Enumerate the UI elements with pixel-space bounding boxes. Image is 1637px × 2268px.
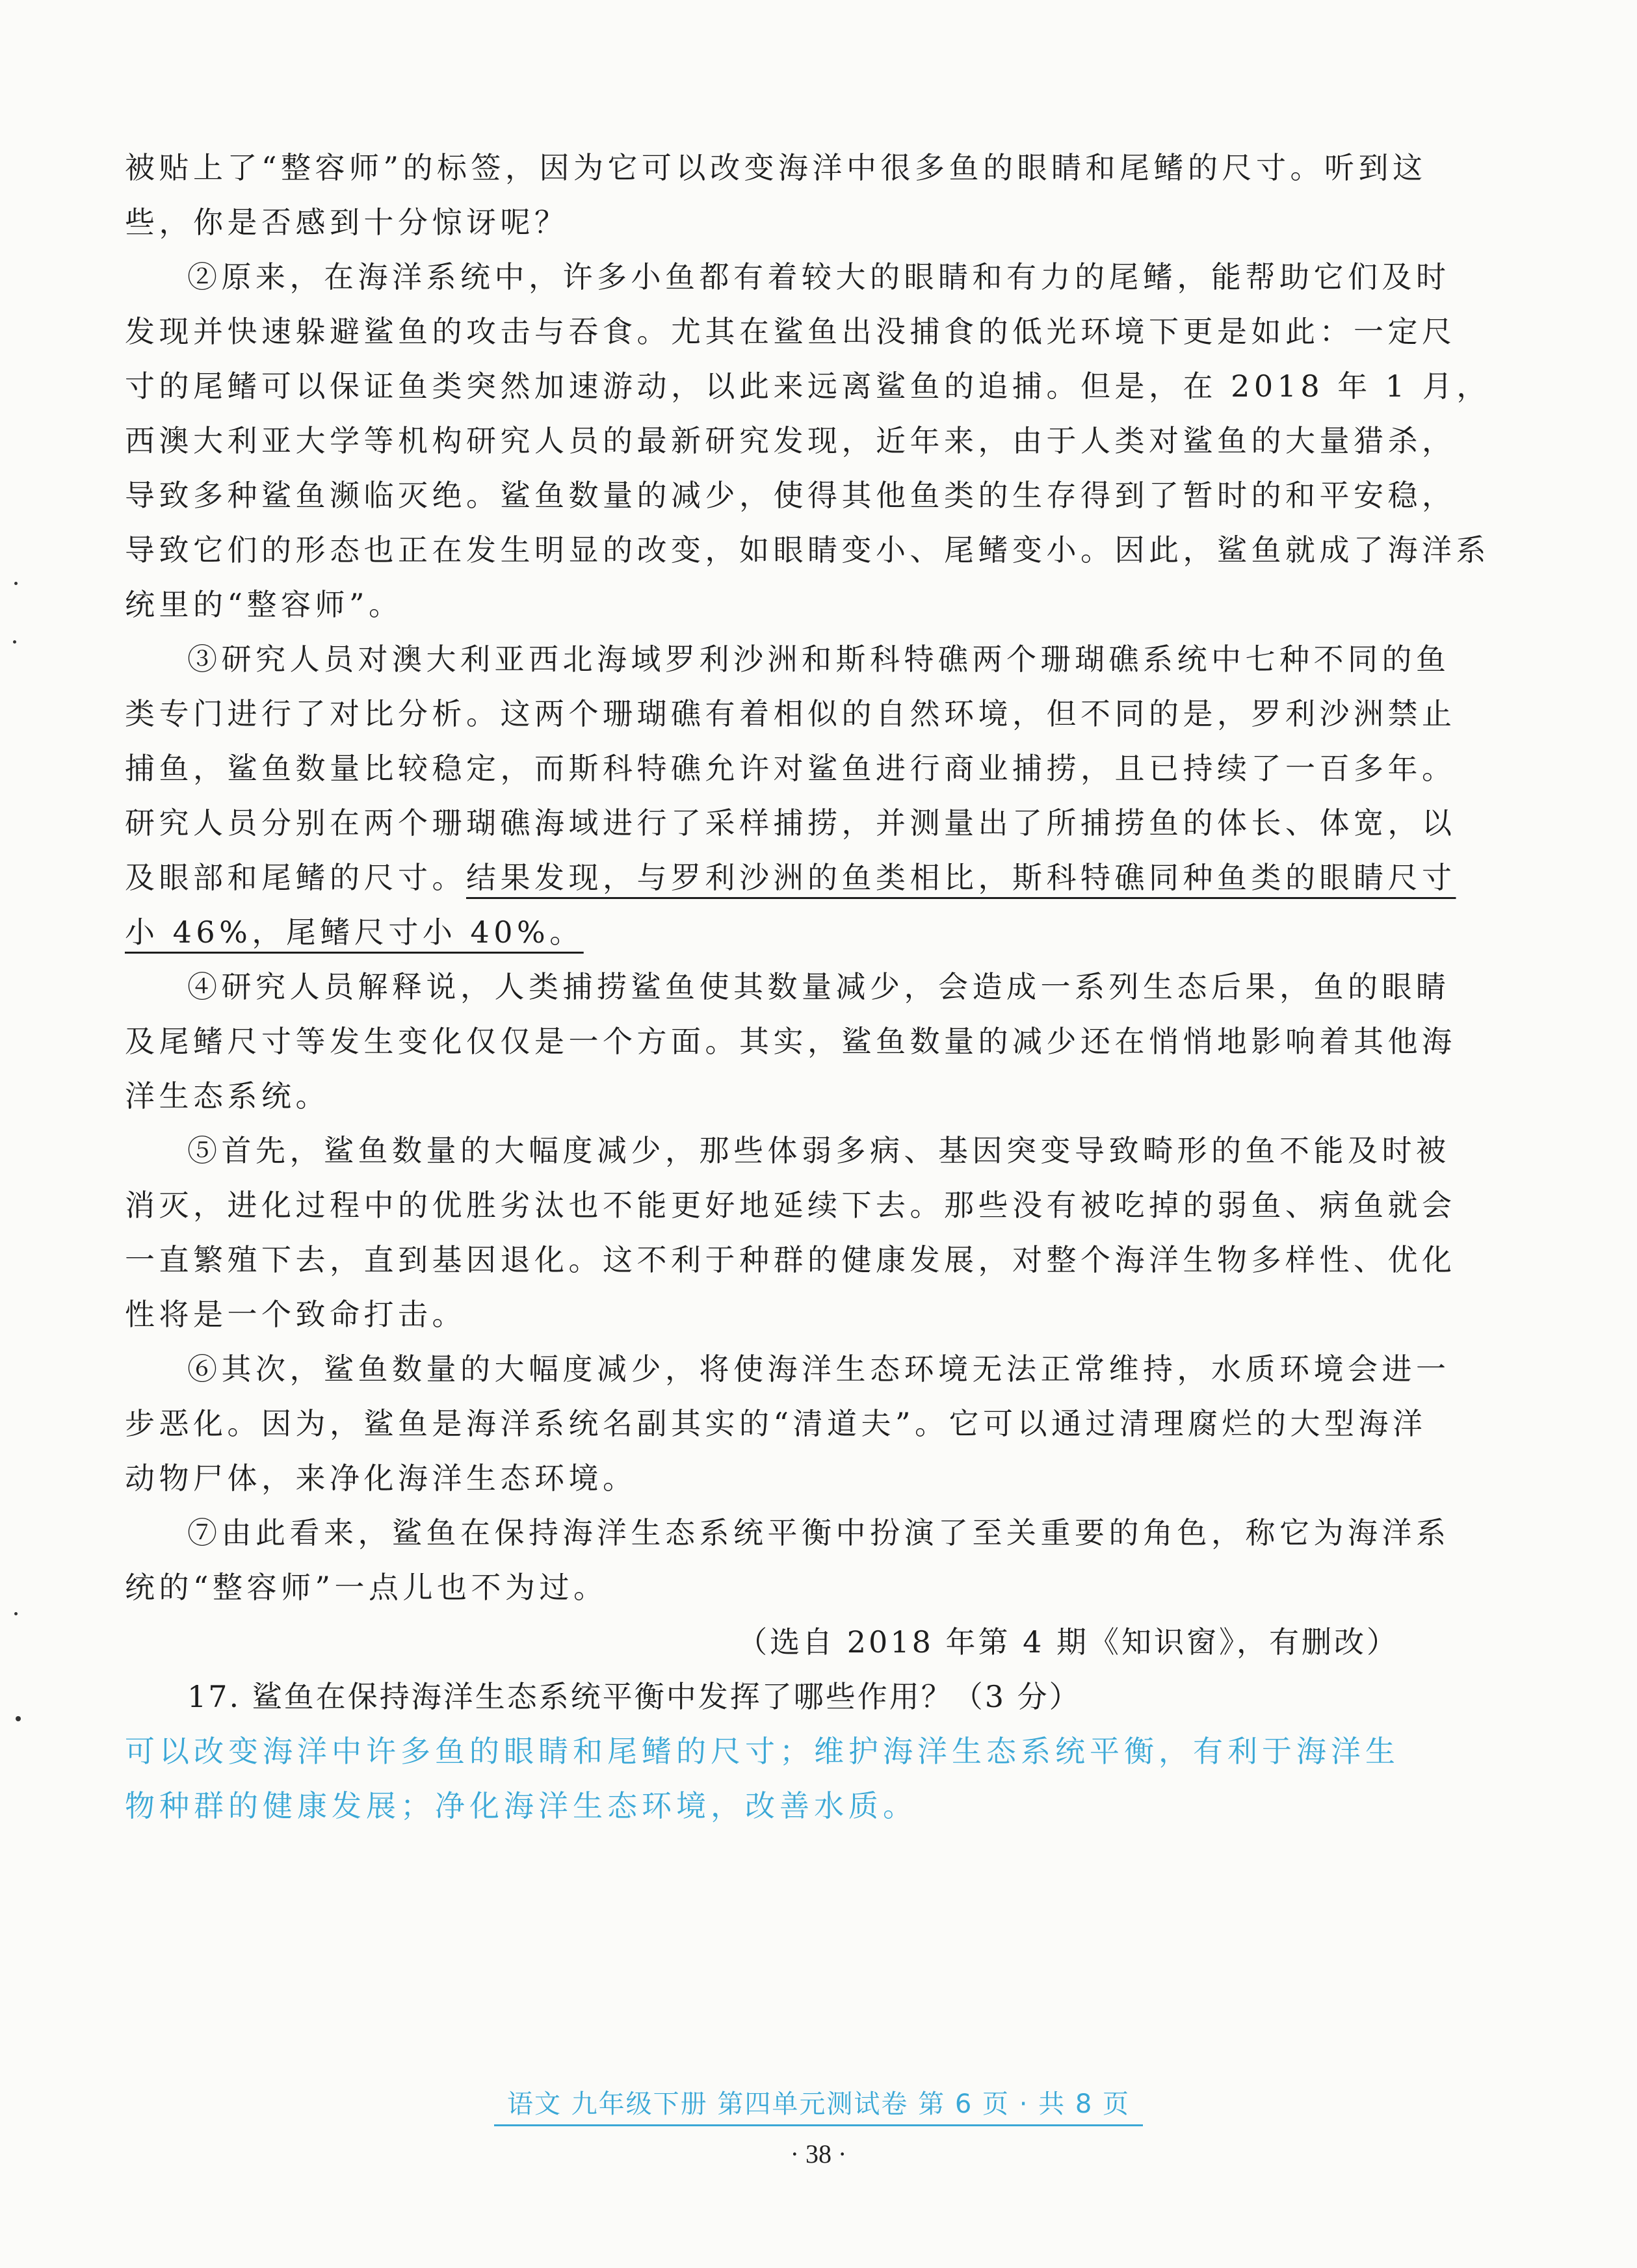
passage-line: 类专门进行了对比分析。这两个珊瑚礁有着相似的自然环境，但不同的是，罗利沙洲禁止: [125, 696, 1456, 731]
handwritten-answer-line: 可以改变海洋中许多鱼的眼睛和尾鳍的尺寸；维护海洋生态系统平衡，有利于海洋生: [125, 1734, 1400, 1769]
paragraph-6-line: ⑥其次，鲨鱼数量的大幅度减少，将使海洋生态环境无法正常维持，水质环境会进一: [187, 1351, 1450, 1387]
passage-line: 寸的尾鳍可以保证鱼类突然加速游动，以此来远离鲨鱼的追捕。但是，在 2018 年 1 月，: [125, 369, 1491, 404]
passage-line: 性将是一个致命打击。: [125, 1297, 466, 1332]
passage-line: 被贴上了“整容师”的标签，因为它可以改变海洋中很多鱼的眼睛和尾鳍的尺寸。听到这: [125, 150, 1427, 185]
margin-mark: [16, 1716, 21, 1721]
passage-line: 捕鱼，鲨鱼数量比较稳定，而斯科特礁允许对鲨鱼进行商业捕捞，且已持续了一百多年。: [125, 751, 1456, 786]
source-citation: （选自 2018 年第 4 期《知识窗》，有删改）: [737, 1624, 1399, 1660]
page-number: · 38 ·: [790, 2139, 847, 2169]
passage-text: 及眼部和尾鳍的尺寸。: [125, 860, 466, 895]
paragraph-5-line: ⑤首先，鲨鱼数量的大幅度减少，那些体弱多病、基因突变导致畸形的鱼不能及时被: [187, 1133, 1450, 1168]
passage-line: 导致它们的形态也正在发生明显的改变，如眼睛变小、尾鳍变小。因此，鲨鱼就成了海洋系: [125, 532, 1490, 567]
handwritten-answer-line: 物种群的健康发展；净化海洋生态环境，改善水质。: [125, 1788, 917, 1823]
passage-line: 导致多种鲨鱼濒临灭绝。鲨鱼数量的减少，使得其他鱼类的生存得到了暂时的和平安稳，: [125, 478, 1456, 513]
question-17: 17. 鲨鱼在保持海洋生态系统平衡中发挥了哪些作用？（3 分）: [187, 1679, 1081, 1714]
paragraph-7-line: ⑦由此看来，鲨鱼在保持海洋生态系统平衡中扮演了至关重要的角色，称它为海洋系: [187, 1515, 1450, 1550]
passage-line: 消灭，进化过程中的优胜劣汰也不能更好地延续下去。那些没有被吃掉的弱鱼、病鱼就会: [125, 1188, 1456, 1223]
passage-line: [125, 850, 1456, 905]
passage-line: [125, 905, 1406, 959]
passage-line: 统里的“整容师”。: [125, 587, 403, 622]
passage-line: 洋生态系统。: [125, 1078, 330, 1114]
paragraph-2-line: ②原来，在海洋系统中，许多小鱼都有着较大的眼睛和有力的尾鳍，能帮助它们及时: [187, 259, 1450, 294]
passage-line: 研究人员分别在两个珊瑚礁海域进行了采样捕捞，并测量出了所捕捞鱼的体长、体宽，以: [125, 805, 1456, 841]
passage-line: 步恶化。因为，鲨鱼是海洋系统名副其实的“清道夫”。它可以通过清理腐烂的大型海洋: [125, 1406, 1427, 1441]
passage-line: 动物尸体，来净化海洋生态环境。: [125, 1461, 637, 1496]
footer-info: [0, 2083, 1637, 2126]
underlined-sentence: 结果发现，与罗利沙洲的鱼类相比，斯科特礁同种鱼类的眼睛尺寸: [466, 860, 1456, 895]
passage-line: 统的“整容师”一点儿也不为过。: [125, 1570, 608, 1605]
margin-mark: [14, 582, 18, 585]
passage-line: 发现并快速躲避鲨鱼的攻击与吞食。尤其在鲨鱼出没捕食的低光环境下更是如此：一定尺: [125, 314, 1456, 349]
passage-line: 及尾鳍尺寸等发生变化仅仅是一个方面。其实，鲨鱼数量的减少还在悄悄地影响着其他海: [125, 1024, 1456, 1059]
margin-mark: [14, 1612, 18, 1615]
underlined-sentence-end: 小 46%，尾鳍尺寸小 40%。: [125, 915, 584, 950]
paragraph-4-line: ④研究人员解释说，人类捕捞鲨鱼使其数量减少，会造成一系列生态后果，鱼的眼睛: [187, 969, 1450, 1004]
reading-passage: [125, 140, 1491, 1833]
passage-line: 一直繁殖下去，直到基因退化。这不利于种群的健康发展，对整个海洋生物多样性、优化: [125, 1242, 1456, 1277]
passage-line: 西澳大利亚大学等机构研究人员的最新研究发现，近年来，由于人类对鲨鱼的大量猎杀，: [125, 423, 1456, 458]
footer-info-text: 语文 九年级下册 第四单元测试卷 第 6 页 · 共 8 页: [494, 2083, 1143, 2126]
passage-line: 些，你是否感到十分惊讶呢？: [125, 205, 569, 240]
margin-mark: [13, 640, 16, 644]
paragraph-3-line: ③研究人员对澳大利亚西北海域罗利沙洲和斯科特礁两个珊瑚礁系统中七种不同的鱼: [187, 642, 1450, 677]
